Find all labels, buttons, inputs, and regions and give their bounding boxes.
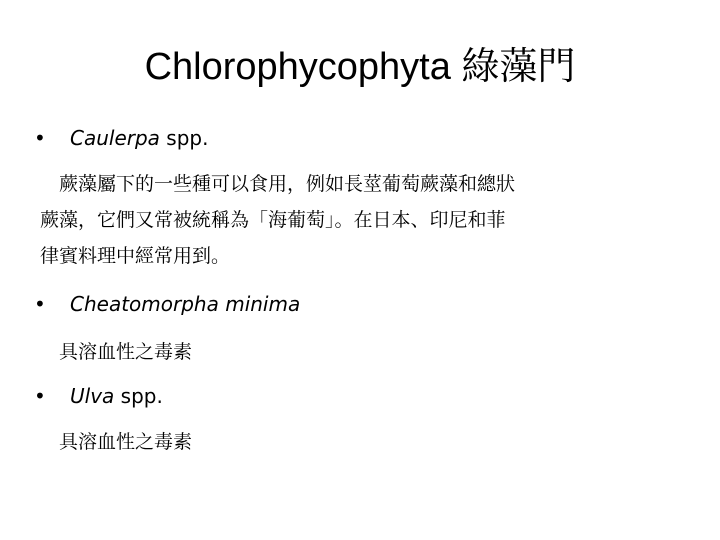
bullet-cheatomorpha	[34, 290, 300, 318]
bullet-dot: •	[34, 126, 46, 150]
description-line: 蕨藻屬下的一些種可以食用，例如長莖葡萄蕨藻和總狀	[59, 173, 516, 195]
bullet-ulva	[34, 382, 163, 410]
species-suffix: spp.	[159, 126, 209, 150]
ulva-description	[40, 424, 192, 460]
bullet-dot: •	[34, 384, 46, 408]
description-line: 具溶血性之毒素	[59, 431, 193, 453]
cheatomorpha-description	[40, 334, 192, 370]
description-line: 律賓料理中經常用到。	[40, 245, 231, 267]
species-name: Cheatomorpha minima	[70, 292, 301, 316]
bullet-caulerpa	[34, 124, 208, 152]
species-suffix: spp.	[114, 384, 163, 408]
slide-title: Chlorophycophyta 綠藻門	[144, 46, 576, 88]
species-name: Ulva	[70, 384, 115, 408]
description-line: 蕨藻，它們又常被統稱為「海葡萄」。在日本、印尼和菲	[40, 209, 506, 231]
species-name: Caulerpa	[70, 126, 160, 150]
description-line: 具溶血性之毒素	[59, 341, 193, 363]
bullet-dot: •	[34, 292, 46, 316]
caulerpa-description	[40, 166, 515, 274]
